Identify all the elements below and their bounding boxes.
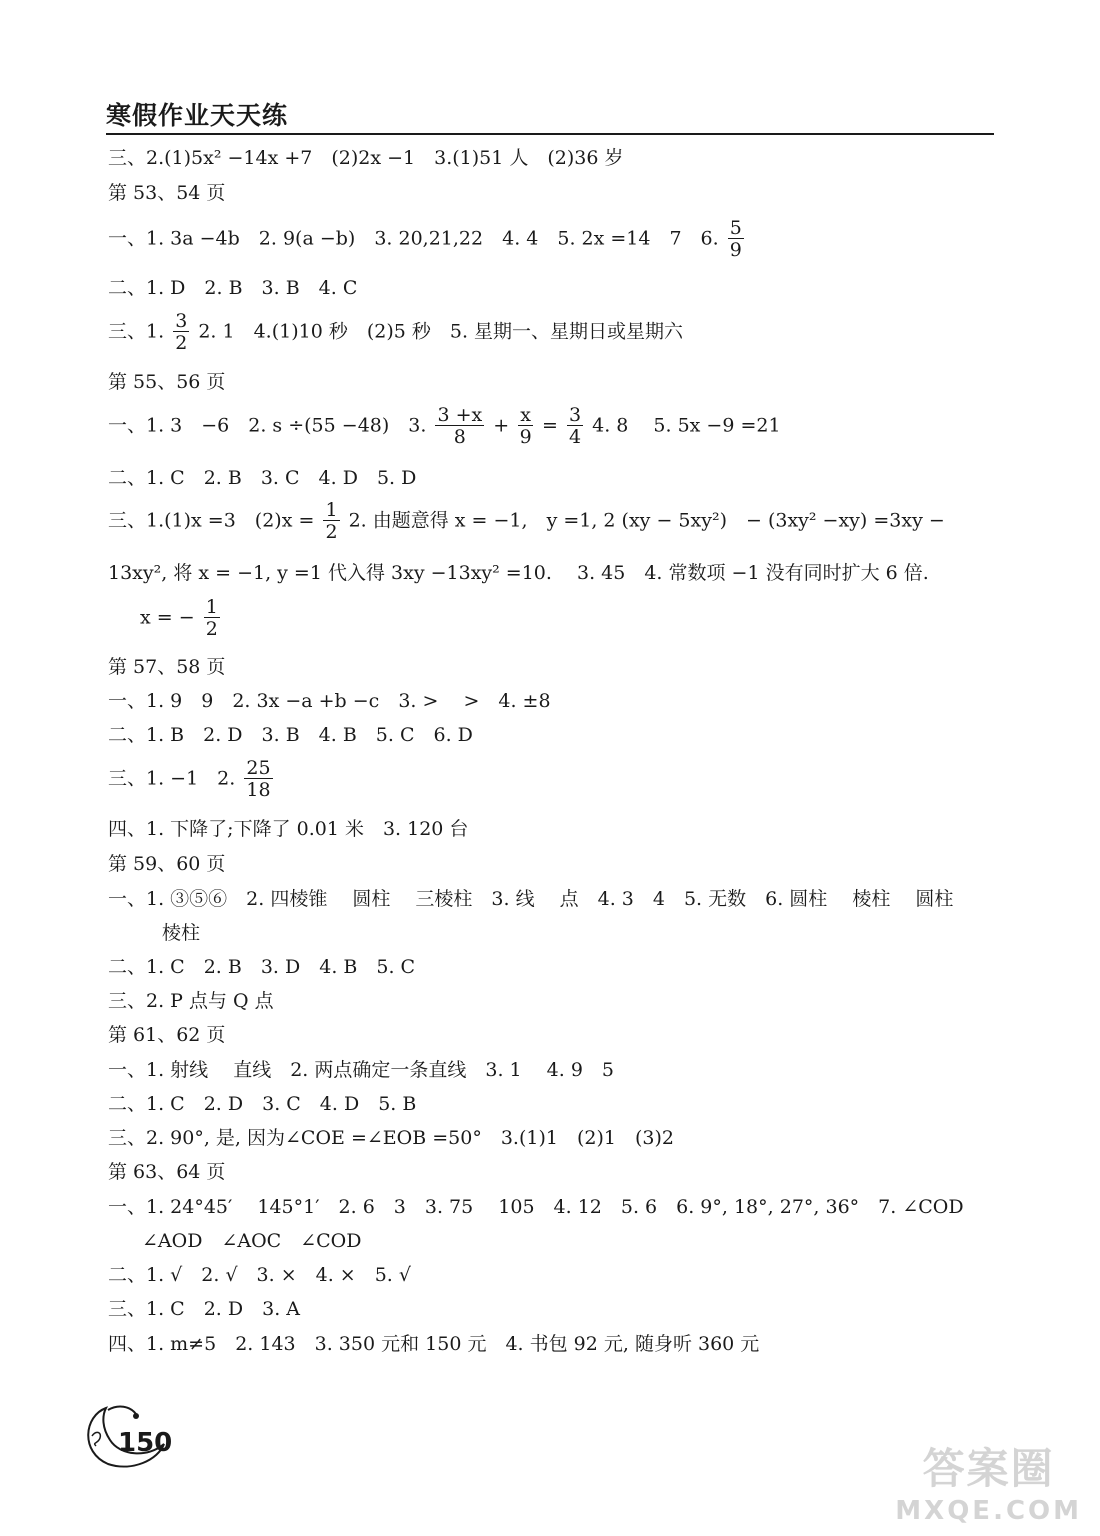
answer-text: 一、1. 3a −4b 2. 9(a −b) 3. 20,21,22 4. 4 5. 2x =14 7 6.	[108, 227, 719, 250]
answer-line: 二、1. D 2. B 3. B 4. C	[108, 277, 358, 299]
fraction-denominator: 9	[519, 426, 532, 448]
fraction-numerator: 5	[729, 217, 742, 239]
answer-line: 二、1. C 2. B 3. C 4. D 5. D	[108, 467, 417, 489]
answer-line: 四、1. 下降了;下降了 0.01 米 3. 120 台	[108, 818, 469, 840]
fraction-denominator: 9	[729, 239, 742, 261]
fraction-numerator: 3	[568, 404, 582, 426]
answer-line: 三、2. 90°, 是, 因为∠COE =∠EOB =50° 3.(1)1 (2)1 (3)2	[108, 1127, 674, 1149]
answer-line: 三、2.(1)5x² −14x +7 (2)2x −1 3.(1)51 人 (2)36 岁	[108, 147, 624, 169]
answer-line	[108, 218, 747, 261]
answer-line: 二、1. √ 2. √ 3. × 4. × 5. √	[108, 1264, 411, 1286]
answer-text: 一、1. 3 −6 2. s ÷(55 −48) 3.	[108, 414, 427, 437]
section-heading: 第 55、56 页	[108, 371, 226, 393]
fraction	[435, 405, 484, 448]
fraction-denominator: 2	[325, 521, 338, 543]
answer-line: 一、1. 24°45′ 145°1′ 2. 6 3 3. 75 105 4. 12 5. 6 6. 9°, 18°, 27°, 36° 7. ∠COD	[108, 1196, 964, 1218]
answer-line: 一、1. 9 9 2. 3x −a +b −c 3. > > 4. ±8	[108, 690, 551, 712]
section-heading: 第 53、54 页	[108, 182, 226, 204]
answer-line: 棱柱	[162, 922, 201, 944]
answer-line	[108, 311, 683, 354]
fraction-numerator: 3	[175, 310, 188, 332]
answer-text: 三、1.	[108, 320, 165, 343]
answer-line	[108, 405, 781, 448]
watermark	[895, 1436, 1082, 1526]
answer-text: 三、1. −1 2.	[108, 767, 236, 790]
answer-text: 2. 1 4.(1)10 秒 (2)5 秒 5. 星期一、星期日或星期六	[198, 320, 684, 343]
fraction	[323, 500, 339, 543]
fraction	[173, 311, 189, 354]
fraction-denominator: 2	[175, 332, 188, 354]
answer-line: ∠AOD ∠AOC ∠COD	[142, 1230, 362, 1252]
fraction-numerator: 1	[205, 596, 218, 618]
fraction	[244, 758, 272, 801]
answer-line	[140, 597, 223, 640]
header-divider	[106, 133, 994, 135]
watermark-logo-text: 答案圈	[922, 1444, 1055, 1493]
answer-line: 三、1. C 2. D 3. A	[108, 1298, 300, 1320]
answer-text: x = −	[140, 606, 195, 629]
section-heading: 第 63、64 页	[108, 1161, 226, 1183]
fraction-denominator: 4	[568, 426, 582, 448]
section-heading: 第 57、58 页	[108, 656, 226, 678]
answer-line: 一、1. ③⑤⑥ 2. 四棱锥 圆柱 三棱柱 3. 线 点 4. 3 4 5. 无数 6. 圆柱 棱柱 圆柱	[108, 888, 954, 910]
answer-line: 13xy², 将 x = −1, y =1 代入得 3xy −13xy² =10. 3. 45 4. 常数项 −1 没有同时扩大 6 倍.	[108, 562, 929, 584]
section-heading: 第 59、60 页	[108, 853, 226, 875]
page-number-badge	[78, 1400, 178, 1470]
plus-sign: +	[493, 414, 510, 437]
fraction-denominator: 2	[205, 618, 218, 640]
fraction-numerator: 1	[325, 499, 338, 521]
fraction	[567, 405, 583, 448]
fraction-denominator: 8	[453, 426, 466, 448]
fraction	[728, 218, 744, 261]
answer-text: 4. 8 5. 5x −9 =21	[592, 414, 781, 437]
answer-text: 三、1.(1)x =3 (2)x =	[108, 509, 315, 532]
page-header-title: 寒假作业天天练	[106, 101, 289, 130]
answer-line	[108, 500, 945, 543]
answer-line: 二、1. C 2. B 3. D 4. B 5. C	[108, 956, 416, 978]
fraction-numerator: 25	[246, 757, 271, 779]
page-number: 150	[118, 1428, 173, 1458]
answer-line: 三、2. P 点与 Q 点	[108, 990, 274, 1012]
fraction	[204, 597, 220, 640]
answer-line: 二、1. C 2. D 3. C 4. D 5. B	[108, 1093, 417, 1115]
answer-text: 2. 由题意得 x = −1, y =1, 2 (xy − 5xy²) − (3xy² −xy) =3xy −	[348, 509, 945, 532]
answer-line: 一、1. 射线 直线 2. 两点确定一条直线 3. 1 4. 9 5	[108, 1059, 615, 1081]
watermark-url: MXQE.COM	[895, 1496, 1082, 1526]
section-heading: 第 61、62 页	[108, 1024, 226, 1046]
equals-sign: =	[542, 414, 558, 437]
answer-line: 二、1. B 2. D 3. B 4. B 5. C 6. D	[108, 724, 473, 746]
fraction	[518, 405, 533, 448]
answer-line: 四、1. m≠5 2. 143 3. 350 元和 150 元 4. 书包 92 元, 随身听 360 元	[108, 1333, 760, 1355]
fraction-denominator: 18	[246, 779, 271, 801]
answer-line	[108, 758, 276, 801]
fraction-numerator: 3 +x	[437, 404, 483, 426]
fraction-numerator: x	[520, 404, 531, 426]
